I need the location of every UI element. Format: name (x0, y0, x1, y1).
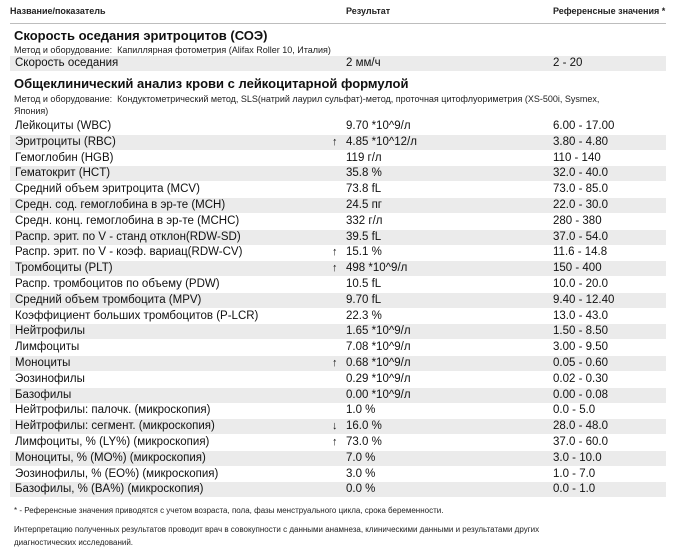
row-name: Коэффициент больших тромбоцитов (P-LCR) (15, 309, 259, 322)
row-result: 0.00 *10^9/л (346, 388, 411, 401)
header-divider (10, 23, 666, 24)
row-flag: ↑ (332, 135, 338, 148)
table-row (10, 388, 666, 403)
row-reference: 6.00 - 17.00 (553, 120, 615, 132)
row-name: Нейтрофилы (15, 325, 86, 338)
row-result: 16.0 % (346, 420, 382, 433)
row-reference: 22.0 - 30.0 (553, 199, 608, 211)
row-reference: 13.0 - 43.0 (553, 309, 608, 322)
row-result: 0.0 % (346, 483, 376, 496)
row-result: 15.1 % (346, 246, 382, 259)
row-reference: 10.0 - 20.0 (553, 278, 608, 290)
table-row (10, 419, 666, 434)
table-row (10, 324, 666, 339)
table-row (10, 166, 666, 181)
row-result: 39.5 fL (346, 230, 382, 243)
table-row (10, 119, 666, 134)
method-text-cont: Япония) (14, 106, 49, 116)
table-row (10, 56, 666, 71)
row-result: 3.0 % (346, 467, 376, 480)
row-reference: 28.0 - 48.0 (553, 420, 608, 433)
table-row (10, 214, 666, 229)
section-method-esr (14, 44, 331, 56)
row-flag: ↑ (332, 357, 338, 369)
row-name: Моноциты (15, 357, 71, 369)
table-row (10, 451, 666, 466)
row-reference: 110 - 140 (553, 151, 601, 164)
row-result: 9.70 fL (346, 293, 382, 306)
row-reference: 9.40 - 12.40 (553, 293, 615, 306)
row-result: 7.08 *10^9/л (346, 341, 411, 354)
row-result: 1.65 *10^9/л (346, 325, 411, 338)
row-reference: 37.0 - 60.0 (553, 436, 608, 448)
row-name: Скорость оседания (15, 57, 119, 69)
row-name: Нейтрофилы: палочк. (микроскопия) (15, 404, 211, 417)
row-name: Моноциты, % (MO%) (микроскопия) (15, 451, 206, 464)
row-result: 332 г/л (346, 214, 383, 227)
row-result: 9.70 *10^9/л (346, 120, 411, 132)
row-name: Эозинофилы (15, 372, 85, 385)
row-name: Базофилы, % (BA%) (микроскопия) (15, 483, 204, 496)
row-result: 22.3 % (346, 309, 382, 322)
method-text: Капиллярная фотометрия (Alifax Roller 10, Италия) (117, 45, 331, 55)
row-reference: 0.05 - 0.60 (553, 357, 608, 369)
section-title-cbc: Общеклинический анализ крови с лейкоцитарной формулой (14, 76, 409, 91)
row-name: Средн. сод. гемоглобина в эр-те (MCH) (15, 199, 226, 211)
row-name: Эритроциты (RBC) (15, 135, 116, 148)
row-name: Лейкоциты (WBC) (15, 120, 112, 132)
row-result: 2 мм/ч (346, 57, 381, 69)
row-name: Распр. эрит. по V - станд отклон(RDW-SD) (15, 230, 241, 243)
row-flag: ↑ (332, 262, 338, 275)
table-row (10, 293, 666, 308)
row-name: Базофилы (15, 388, 72, 401)
row-name: Гемоглобин (HGB) (15, 151, 114, 164)
row-name: Лимфоциты, % (LY%) (микроскопия) (15, 436, 210, 448)
method-text: Кондуктометрический метод, SLS(натрий лаурил сульфат)-метод, проточная цитофлуориметрия (XS-500i, Sysmex, (117, 94, 600, 104)
row-result: 73.8 fL (346, 183, 382, 196)
row-reference: 1.50 - 8.50 (553, 325, 608, 338)
row-reference: 11.6 - 14.8 (553, 246, 608, 259)
row-result: 35.8 % (346, 167, 382, 180)
row-reference: 1.0 - 7.0 (553, 467, 596, 480)
table-row (10, 309, 666, 324)
row-reference: 0.0 - 1.0 (553, 483, 596, 496)
table-row (10, 435, 666, 450)
row-name: Средний объем тромбоцита (MPV) (15, 293, 202, 306)
row-flag: ↑ (332, 436, 338, 448)
table-row (10, 182, 666, 197)
row-name: Эозинофилы, % (EO%) (микроскопия) (15, 467, 219, 480)
row-result: 24.5 пг (346, 199, 382, 211)
row-reference: 3.00 - 9.50 (553, 341, 608, 354)
table-row (10, 277, 666, 292)
row-reference: 37.0 - 54.0 (553, 230, 608, 243)
row-reference: 0.0 - 5.0 (553, 404, 596, 417)
row-result: 498 *10^9/л (346, 262, 408, 275)
table-row (10, 340, 666, 355)
row-name: Лимфоциты (15, 341, 80, 354)
row-result: 7.0 % (346, 451, 376, 464)
footnote-interpretation (14, 523, 539, 549)
row-name: Распр. тромбоцитов по объему (PDW) (15, 278, 220, 290)
row-result: 73.0 % (346, 436, 382, 448)
row-reference: 3.0 - 10.0 (553, 451, 602, 464)
table-row (10, 261, 666, 276)
row-name: Гематокрит (HCT) (15, 167, 111, 180)
row-reference: 73.0 - 85.0 (553, 183, 608, 196)
table-row (10, 198, 666, 213)
table-row (10, 230, 666, 245)
row-result: 0.29 *10^9/л (346, 372, 411, 385)
table-row (10, 467, 666, 482)
column-header-result: Результат (346, 6, 391, 16)
footnote-interp-line1: Интерпретацию полученных результатов проводит врач в совокупности с данными анамнеза, клиническими данными и результатами других (14, 525, 540, 534)
table-row (10, 403, 666, 418)
table-row (10, 482, 666, 497)
row-name: Распр. эрит. по V - коэф. вариац(RDW-CV) (15, 246, 243, 259)
row-reference: 0.02 - 0.30 (553, 372, 608, 385)
table-row (10, 372, 666, 387)
row-name: Нейтрофилы: сегмент. (микроскопия) (15, 420, 215, 433)
table-row (10, 356, 666, 371)
table-row (10, 135, 666, 150)
row-name: Тромбоциты (PLT) (15, 262, 113, 275)
row-name: Средн. конц. гемоглобина в эр-те (MCHC) (15, 214, 240, 227)
row-reference: 2 - 20 (553, 57, 583, 69)
row-result: 119 г/л (346, 151, 382, 164)
row-reference: 150 - 400 (553, 262, 602, 275)
row-name: Средний объем эритроцита (MCV) (15, 183, 200, 196)
section-title-esr: Скорость оседания эритроцитов (СОЭ) (14, 28, 268, 43)
row-flag: ↑ (332, 246, 338, 259)
row-reference: 3.80 - 4.80 (553, 135, 608, 148)
row-reference: 280 - 380 (553, 214, 602, 227)
table-row (10, 245, 666, 260)
method-label: Метод и оборудование: (14, 45, 113, 55)
row-result: 10.5 fL (346, 278, 382, 290)
row-result: 1.0 % (346, 404, 376, 417)
row-flag: ↓ (332, 420, 338, 433)
row-result: 0.68 *10^9/л (346, 357, 411, 369)
method-label: Метод и оборудование: (14, 94, 113, 104)
table-row (10, 151, 666, 166)
column-header-reference: Референсные значения * (553, 6, 666, 16)
footnote-reference: * - Референсные значения приводятся с учетом возраста, пола, фазы менструального цикла, срока беременности. (14, 506, 444, 515)
row-result: 4.85 *10^12/л (346, 135, 417, 148)
footnote-interp-line2: диагностических исследований. (14, 538, 134, 547)
row-reference: 0.00 - 0.08 (553, 388, 608, 401)
row-reference: 32.0 - 40.0 (553, 167, 608, 180)
section-method-cbc (14, 93, 599, 117)
column-header-name: Название/показатель (10, 6, 106, 16)
